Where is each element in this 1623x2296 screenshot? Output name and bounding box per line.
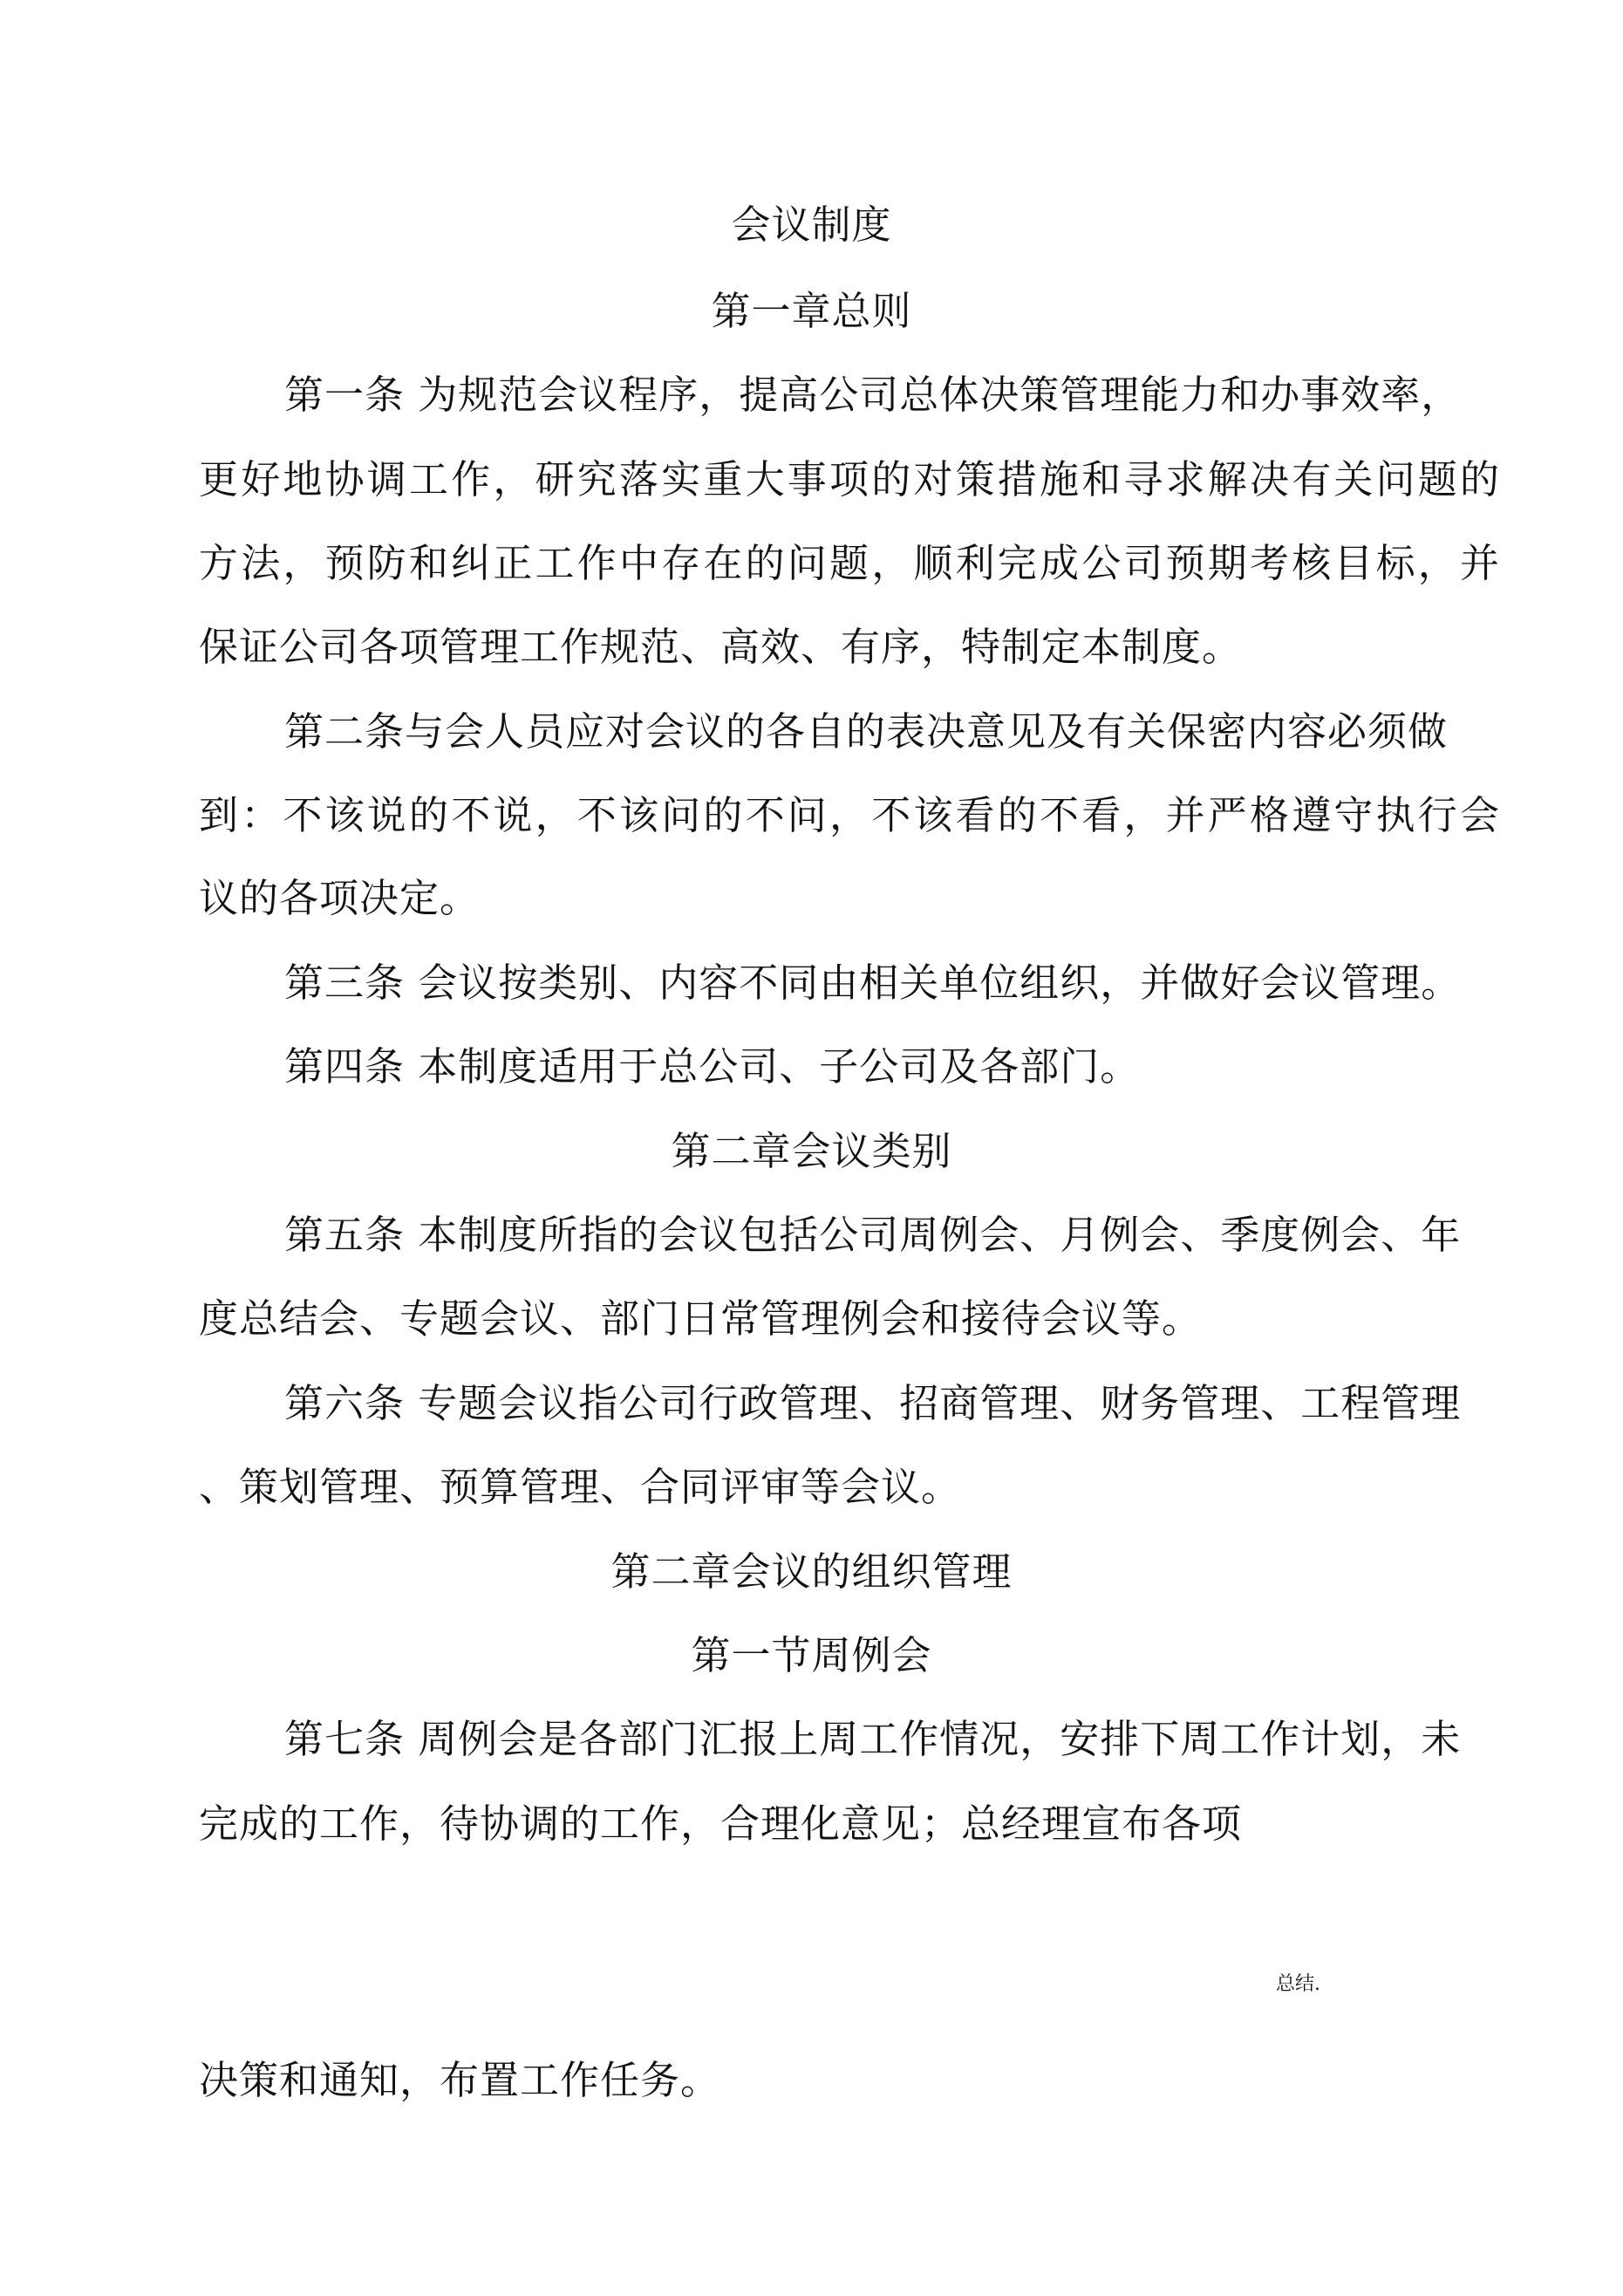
article-3: 第三条 会议按类别、内容不同由相关单位组织，并做好会议管理。 [284,960,1462,1006]
article-2-line-1: 第二条与会人员应对会议的各自的表决意见及有关保密内容必须做 [284,708,1449,755]
chapter-heading-2: 第二章会议类别 [671,1128,952,1174]
article-1-line-2: 更好地协调工作，研究落实重大事项的对策措施和寻求解决有关问题的 [199,456,1500,502]
article-6-line-2: 、策划管理、预算管理、合同评审等会议。 [199,1464,962,1510]
article-5-line-2: 度总结会、专题会议、部门日常管理例会和接待会议等。 [199,1295,1203,1342]
chapter-heading-3: 第二章会议的组织管理 [610,1548,1013,1595]
footer-note: 总结. [1276,1973,1320,1995]
document-title: 会议制度 [731,202,892,248]
article-1-line-4: 保证公司各项管理工作规范、高效、有序，特制定本制度。 [199,624,1243,670]
article-6-line-1: 第六条 专题会议指公司行政管理、招商管理、财务管理、工程管理 [284,1380,1462,1426]
article-7-line-1: 第七条 周例会是各部门汇报上周工作情况，安排下周工作计划，未 [284,1716,1462,1762]
article-4: 第四条 本制度适用于总公司、子公司及各部门。 [284,1043,1141,1090]
article-5-line-1: 第五条 本制度所指的会议包括公司周例会、月例会、季度例会、年 [284,1212,1462,1258]
article-7-line-2: 完成的工作，待协调的工作，合理化意见；总经理宣布各项 [199,1801,1243,1847]
chapter-heading-1: 第一章总则 [711,288,912,334]
section-heading-1: 第一节周例会 [691,1632,932,1678]
article-1-line-3: 方法，预防和纠正工作中存在的问题，顺利完成公司预期考核目标，并 [199,540,1500,586]
article-2-line-3: 议的各项决定。 [199,875,481,921]
article-1-line-1: 第一条 为规范会议程序，提高公司总体决策管理能力和办事效率， [284,372,1462,418]
article-2-line-2: 到：不该说的不说，不该问的不问，不该看的不看，并严格遵守执行会 [199,792,1500,838]
continuation-line: 决策和通知，布置工作任务。 [199,2057,721,2103]
